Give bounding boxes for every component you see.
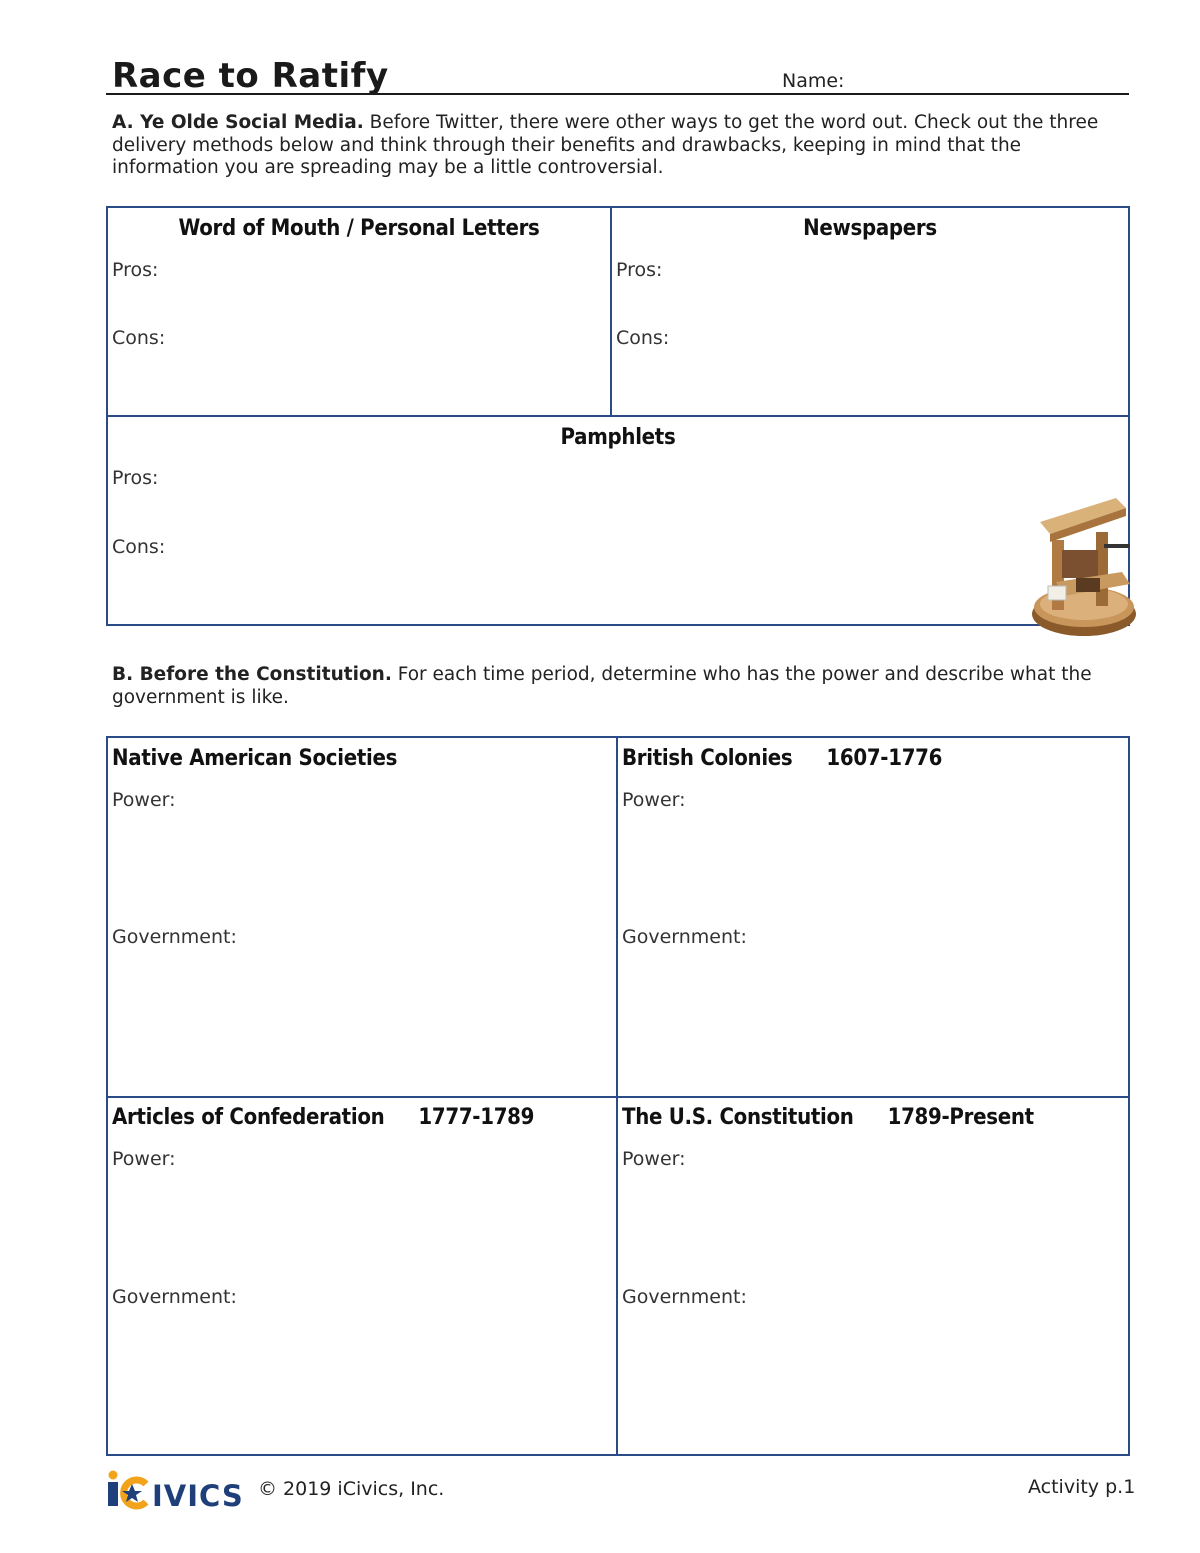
- periods-divider-horizontal: [106, 1096, 1130, 1098]
- period-years: 1789-Present: [887, 1105, 1034, 1130]
- native-american-societies-title: [112, 746, 397, 771]
- articles-of-confederation-title: [112, 1105, 534, 1130]
- articles-power-label: Power:: [112, 1148, 176, 1170]
- table-divider-horizontal: [106, 415, 1130, 417]
- us-constitution-government-label: Government:: [622, 1286, 747, 1308]
- articles-government-label: Government:: [112, 1286, 237, 1308]
- section-b-label: B. Before the Constitution.: [112, 664, 392, 685]
- us-constitution-title: [622, 1105, 1034, 1130]
- period-title: The U.S. Constitution: [622, 1105, 854, 1130]
- page-number: Activity p.1: [1028, 1476, 1136, 1498]
- newspapers-cons-label: Cons:: [616, 327, 670, 349]
- section-a-text: Before Twitter, there were other ways to get the word out. Check out the three delivery methods below and think through their benefits and drawbacks, keeping in mind that the information you are spreading may be a little controversial.: [112, 112, 1099, 178]
- name-label: Name:: [782, 70, 845, 92]
- copyright-text: © 2019 iCivics, Inc.: [258, 1478, 445, 1500]
- section-b-text: For each time period, determine who has the power and describe what the government is like.: [112, 664, 1092, 708]
- period-title: Native American Societies: [112, 746, 398, 771]
- period-title: Articles of Confederation: [112, 1105, 385, 1130]
- icivics-logo: [106, 1470, 254, 1510]
- british-colonies-power-label: Power:: [622, 789, 686, 811]
- native-american-power-label: Power:: [112, 789, 176, 811]
- title-rule: [106, 93, 1129, 95]
- native-american-government-label: Government:: [112, 926, 237, 948]
- pamphlets-cons-label: Cons:: [112, 536, 166, 558]
- page-title: Race to Ratify: [112, 56, 389, 96]
- us-constitution-power-label: Power:: [622, 1148, 686, 1170]
- period-title: British Colonies: [622, 746, 793, 771]
- period-years: 1607-1776: [826, 746, 943, 771]
- section-b-instructions: [112, 664, 1112, 709]
- newspapers-title: Newspapers: [803, 216, 937, 241]
- newspapers-pros-label: Pros:: [616, 259, 663, 281]
- period-years: 1777-1789: [418, 1105, 535, 1130]
- pamphlets-title: Pamphlets: [560, 425, 676, 450]
- section-a-label: A. Ye Olde Social Media.: [112, 112, 364, 133]
- british-colonies-government-label: Government:: [622, 926, 747, 948]
- printing-press-icon: [1026, 492, 1140, 642]
- word-of-mouth-pros-label: Pros:: [112, 259, 159, 281]
- word-of-mouth-title: Word of Mouth / Personal Letters: [178, 216, 540, 241]
- svg-text:IVICS: IVICS: [152, 1479, 244, 1510]
- british-colonies-title: [622, 746, 942, 771]
- section-a-instructions: [112, 112, 1112, 180]
- pamphlets-pros-label: Pros:: [112, 467, 159, 489]
- word-of-mouth-cons-label: Cons:: [112, 327, 166, 349]
